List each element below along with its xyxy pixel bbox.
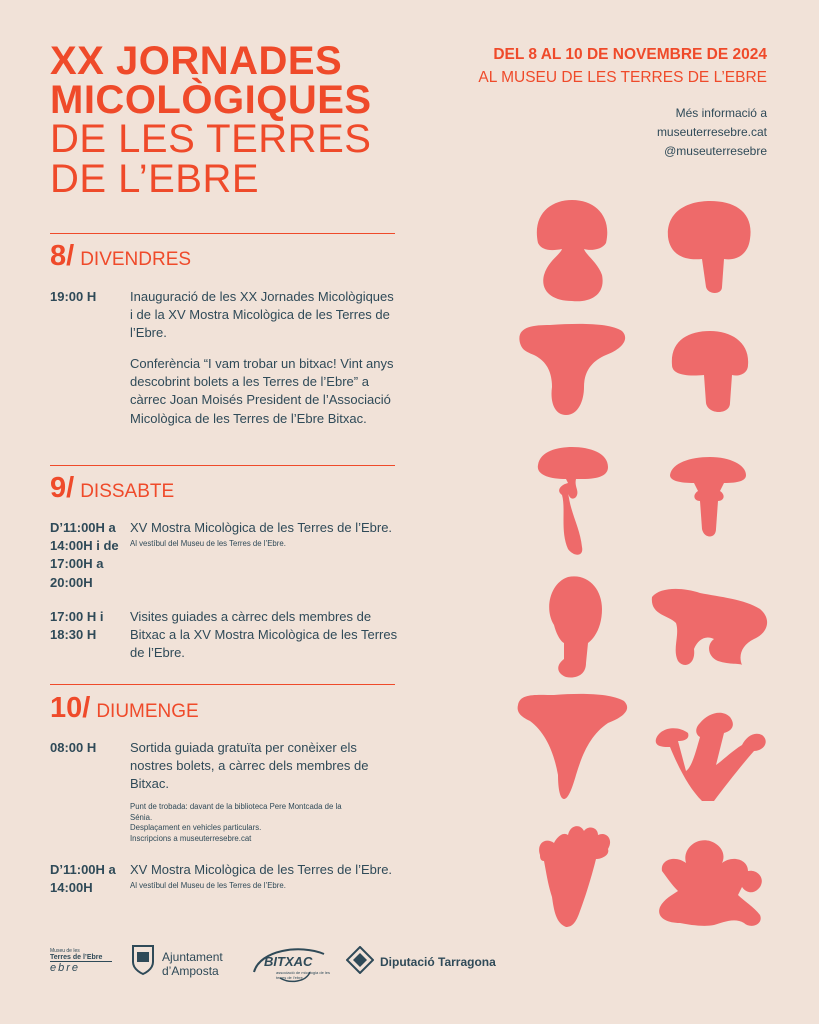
bitxac-logo	[250, 942, 332, 986]
morel-mushroom-icon	[549, 576, 602, 677]
museu-logo-top: Museu de les	[50, 948, 80, 954]
amposta-line-1: Ajuntament	[162, 950, 223, 964]
event-description: Visites guiades a càrrec dels membres de Bitxac a la XV Mostra Micològica de les Terres de l’Ebre.	[130, 609, 398, 661]
mushroom-cluster-icon	[656, 713, 766, 801]
cap-mushroom-icon	[668, 201, 751, 293]
title-line-3: DE LES TERRES	[50, 117, 372, 162]
event-description	[130, 861, 400, 892]
event-time: 19:00 H	[50, 289, 97, 304]
event-note: Al vestíbul del Museu de les Terres de l’Ebre.	[130, 539, 286, 549]
sponsor-logos	[50, 940, 520, 990]
bitxac-subtitle: associació de micologia de les terres de l’ebre	[276, 970, 331, 980]
oyster-mushroom-icon	[652, 589, 767, 665]
trumpet-mushroom-icon	[518, 694, 628, 799]
event-description: Inauguració de les XX Jornades Micològiques i de la XV Mostra Micològica de les Terres de l’Ebre.	[130, 289, 394, 341]
button-mushroom-icon	[672, 331, 748, 412]
event-text: XV Mostra Micològica de les Terres de l’Ebre.	[130, 520, 393, 535]
event-description: Conferència “I vam trobar un bitxac! Vint anys descobrint bolets a les Terres de l’Ebre” a càrrec Joan Moisés President de l’Associació Micològica de les Terres de l’Ebre Bitxac.	[130, 356, 394, 426]
museu-logo-bottom: ebre	[50, 962, 81, 974]
date-venue	[478, 46, 767, 87]
porcini-mushroom-icon	[537, 200, 607, 301]
more-info	[657, 104, 767, 161]
diputacio-diamond-icon	[346, 946, 374, 974]
bitxac-name: BITXAC	[264, 954, 313, 969]
event-time: D’11:00H a 14:00H	[50, 862, 116, 896]
day-heading-10	[50, 692, 199, 725]
day-number: 9/	[50, 472, 75, 504]
section-divider	[50, 684, 395, 685]
event-description: Sortida guiada gratuïta per conèixer els nostres bolets, a càrrec dels membres de Bitxac.	[130, 740, 369, 792]
day-heading-9	[50, 472, 174, 505]
section-divider	[50, 465, 395, 466]
event-title	[50, 39, 372, 201]
day-name: DIVENDRES	[80, 249, 192, 270]
event-text: XV Mostra Micològica de les Terres de l’Ebre.	[130, 862, 393, 877]
amposta-logo-text	[162, 950, 223, 978]
info-social[interactable]: @museuterresebre	[664, 144, 767, 158]
event-note[interactable]: Inscripcions a museuterresebre.cat	[130, 833, 252, 843]
info-url[interactable]: museuterresebre.cat	[656, 125, 767, 139]
amanita-mushroom-icon	[538, 447, 608, 555]
title-line-1: XX JORNADES	[50, 39, 343, 83]
section-divider	[50, 233, 395, 234]
amposta-line-2: d’Amposta	[162, 964, 219, 978]
event-note: Punt de trobada: davant de la biblioteca Pere Montcada de la Sénia.	[130, 802, 342, 822]
event-venue: AL MUSEU DE LES TERRES DE L’EBRE	[478, 69, 767, 86]
event-date: DEL 8 AL 10 DE NOVEMBRE DE 2024	[493, 46, 767, 63]
event-description	[130, 519, 400, 550]
mushroom-illustrations	[510, 195, 780, 935]
event-note: Al vestíbul del Museu de les Terres de l’Ebre.	[130, 881, 286, 891]
chanterelle-mushroom-icon	[519, 324, 625, 415]
event-note: Desplaçament en vehicles particulars.	[130, 823, 262, 832]
day-name: DIUMENGE	[96, 701, 199, 722]
day-heading-8	[50, 240, 191, 273]
event-time: 17:00 H i 18:30 H	[50, 609, 104, 643]
event-notes	[130, 802, 360, 844]
parasol-mushroom-icon	[670, 457, 746, 537]
museu-logo	[50, 948, 112, 978]
day-number: 8/	[50, 240, 75, 272]
museu-logo-mid: Terres de l’Ebre	[50, 954, 112, 962]
enoki-mushroom-icon	[539, 826, 610, 927]
amposta-shield-icon	[130, 944, 156, 976]
title-line-4: DE L’EBRE	[50, 156, 260, 201]
diputacio-logo-text: Diputació Tarragona	[380, 955, 496, 969]
day-number: 10/	[50, 692, 91, 724]
clustered-mushroom-icon	[659, 840, 762, 926]
info-label: Més informació a	[675, 106, 767, 120]
day-name: DISSABTE	[80, 481, 175, 502]
event-time: 08:00 H	[50, 740, 97, 755]
event-time: D’11:00H a 14:00H i de 17:00H a 20:00H	[50, 520, 119, 590]
title-line-2: MICOLÒGIQUES	[50, 78, 372, 123]
